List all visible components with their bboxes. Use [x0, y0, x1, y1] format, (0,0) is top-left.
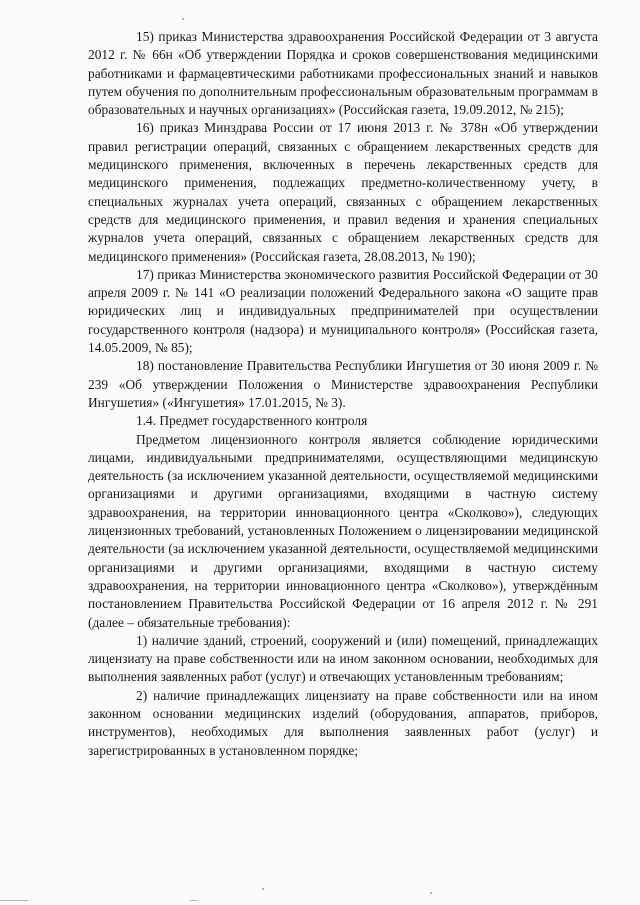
- paragraph-item-15: 15) приказ Министерства здравоохранения Российской Федерации от 3 августа 2012 г. № 66н «Об утверждении Порядка и сроков совершенствования медицинскими работниками и фармацевтическими работниками профессиональных знаний и навыков путем обучения по дополнительным профессиональным образовательным программам в образовательных и научных организациях» (Российская газета, 19.09.2012, № 215);: [88, 29, 598, 118]
- scan-speck: [430, 892, 432, 894]
- paragraph-item-18: 18) постановление Правительства Республики Ингушетия от 30 июня 2009 г. № 239 «Об утверждении Положения о Министерстве здравоохранения Республики Ингушетия» («Ингушетия» 17.01.2015, № 3).: [88, 358, 598, 410]
- document-body: [88, 28, 598, 760]
- scan-mark: [190, 900, 198, 901]
- paragraph-control-subject: Предметом лицензионного контроля является соблюдение юридическими лицами, индивидуальными предпринимателями, осуществляющими медицинскую деятельность (за исключением указанной деятельности, осуществляемой медицинскими организациями и другими организациями, входящими в частную систему здравоохранения, на территории инновационного центра «Сколково»), следующих лицензионных требований, установленных Положением о лицензировании медицинской деятельности (за исключением указанной деятельности, осуществляемой медицинскими организациями и другими организациями, входящими в частную систему здравоохранения, на территории инновационного центра «Сколково»), утверждённым постановлением Правительства Российской Федерации от 16 апреля 2012 г. № 291 (далее – обязательные требования):: [88, 431, 598, 630]
- scan-speck: [182, 18, 184, 20]
- paragraph-item-16: 16) приказ Минздрава России от 17 июня 2013 г. № 378н «Об утверждении правил регистрации операций, связанных с обращением лекарственных средств для медицинского применения, включенных в перечень лекарственных средств для медицинского применения, подлежащих предметно-количественному учету, в специальных журналах учета операций, связанных с обращением лекарственных средств для медицинского применения, и правил ведения и хранения специальных журналов учета операций, связанных с обращением лекарственных средств для медицинского применения» (Российская газета, 28.08.2013, № 190);: [88, 120, 598, 264]
- paragraph-requirement-2: 2) наличие принадлежащих лицензиату на праве собственности или на ином законном основании медицинских изделий (оборудования, аппаратов, приборов, инструментов), необходимых для выполнения заявленных работ (услуг) и зарегистрированных в установленном порядке;: [88, 687, 598, 758]
- section-heading-1-4: 1.4. Предмет государственного контроля: [136, 413, 368, 429]
- scan-mark: [0, 900, 28, 901]
- scan-speck: [262, 888, 264, 890]
- paragraph-requirement-1: 1) наличие зданий, строений, сооружений и (или) помещений, принадлежащих лицензиату на праве собственности или на ином законном основании, необходимых для выполнения заявленных работ (услуг) и отвечающих установленным требованиям;: [88, 632, 598, 685]
- paragraph-item-17: 17) приказ Министерства экономического развития Российской Федерации от 30 апреля 2009 г. № 141 «О реализации положений Федерального закона «О защите прав юридических лиц и индивидуальных предпринимателей при осуществлении государственного контроля (надзора) и муниципального контроля» (Российская газета, 14.05.2009, № 85);: [88, 266, 598, 356]
